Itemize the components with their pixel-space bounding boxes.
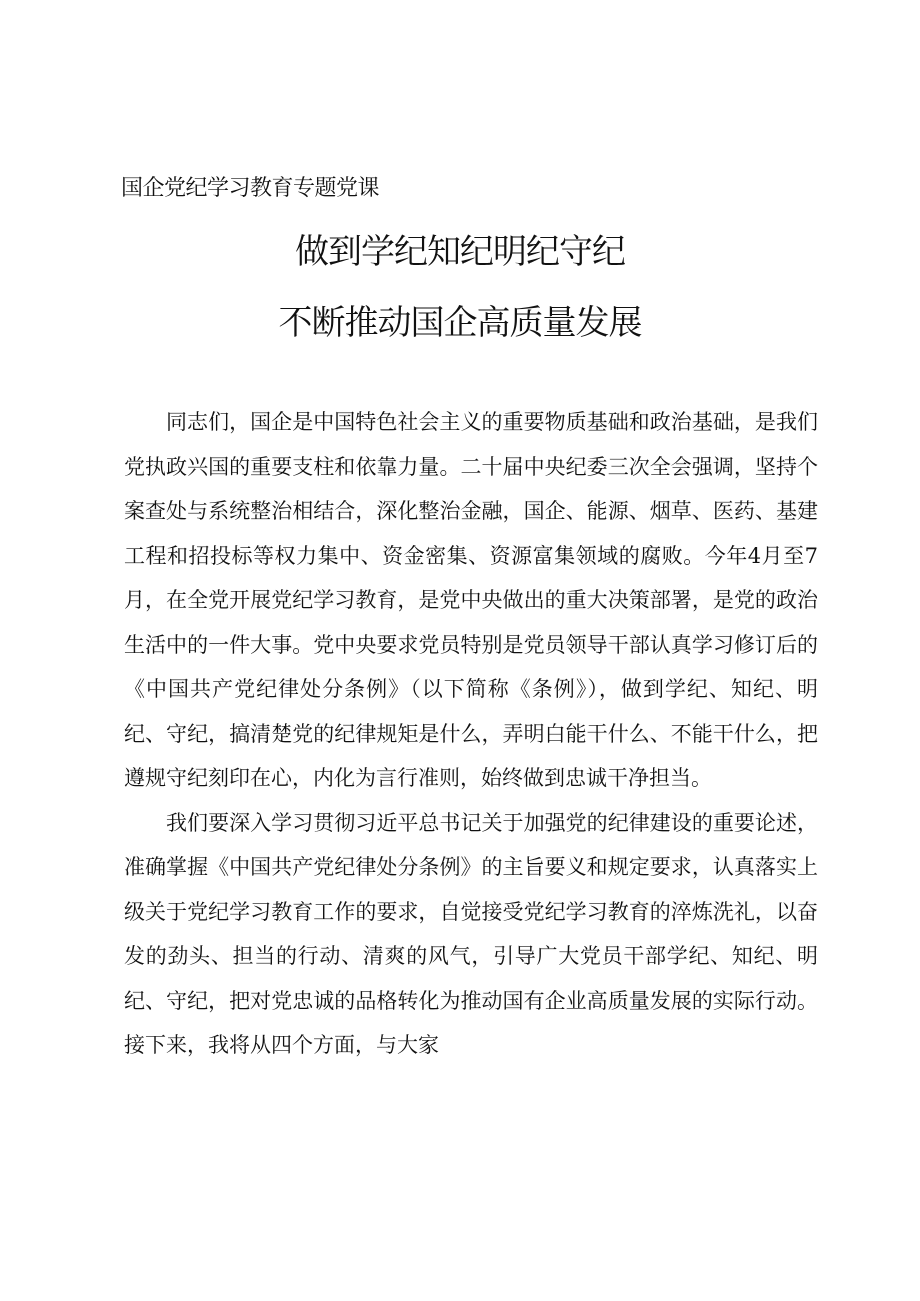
title-line-1: 做到学纪知纪明纪守纪 <box>295 232 625 272</box>
body-text <box>124 400 818 1068</box>
series-label: 国企党纪学习教育专题党课 <box>121 176 380 201</box>
title-line-2: 不断推动国企高质量发展 <box>278 303 642 343</box>
paragraph: 我们要深入学习贯彻习近平总书记关于加强党的纪律建设的重要论述，准确掌握《中国共产党纪律处分条例》的主旨要义和规定要求，认真落实上级关于党纪学习教育工作的要求，自觉接受党纪学习教育的淬炼洗礼，以奋发的劲头、担当的行动、清爽的风气，引导广大党员干部学纪、知纪、明纪、守纪，把对党忠诚的品格转化为推动国有企业高质量发展的实际行动。接下来，我将从四个方面，与大家 <box>124 810 818 1057</box>
paragraph: 同志们，国企是中国特色社会主义的重要物质基础和政治基础，是我们党执政兴国的重要支柱和依靠力量。二十届中央纪委三次全会强调，坚持个案查处与系统整治相结合，深化整治金融，国企、能源、烟草、医药、基建工程和招投标等权力集中、资金密集、资源富集领域的腐败。今年4月至7月，在全党开展党纪学习教育，是党中央做出的重大决策部署，是党的政治生活中的一件大事。党中央要求党员特别是党员领导干部认真学习修订后的《中国共产党纪律处分条例》（以下简称《条例》），做到学纪、知纪、明纪、守纪，搞清楚党的纪律规矩是什么，弄明白能干什么、不能干什么，把遵规守纪刻印在心，内化为言行准则，始终做到忠诚干净担当。 <box>124 410 818 790</box>
